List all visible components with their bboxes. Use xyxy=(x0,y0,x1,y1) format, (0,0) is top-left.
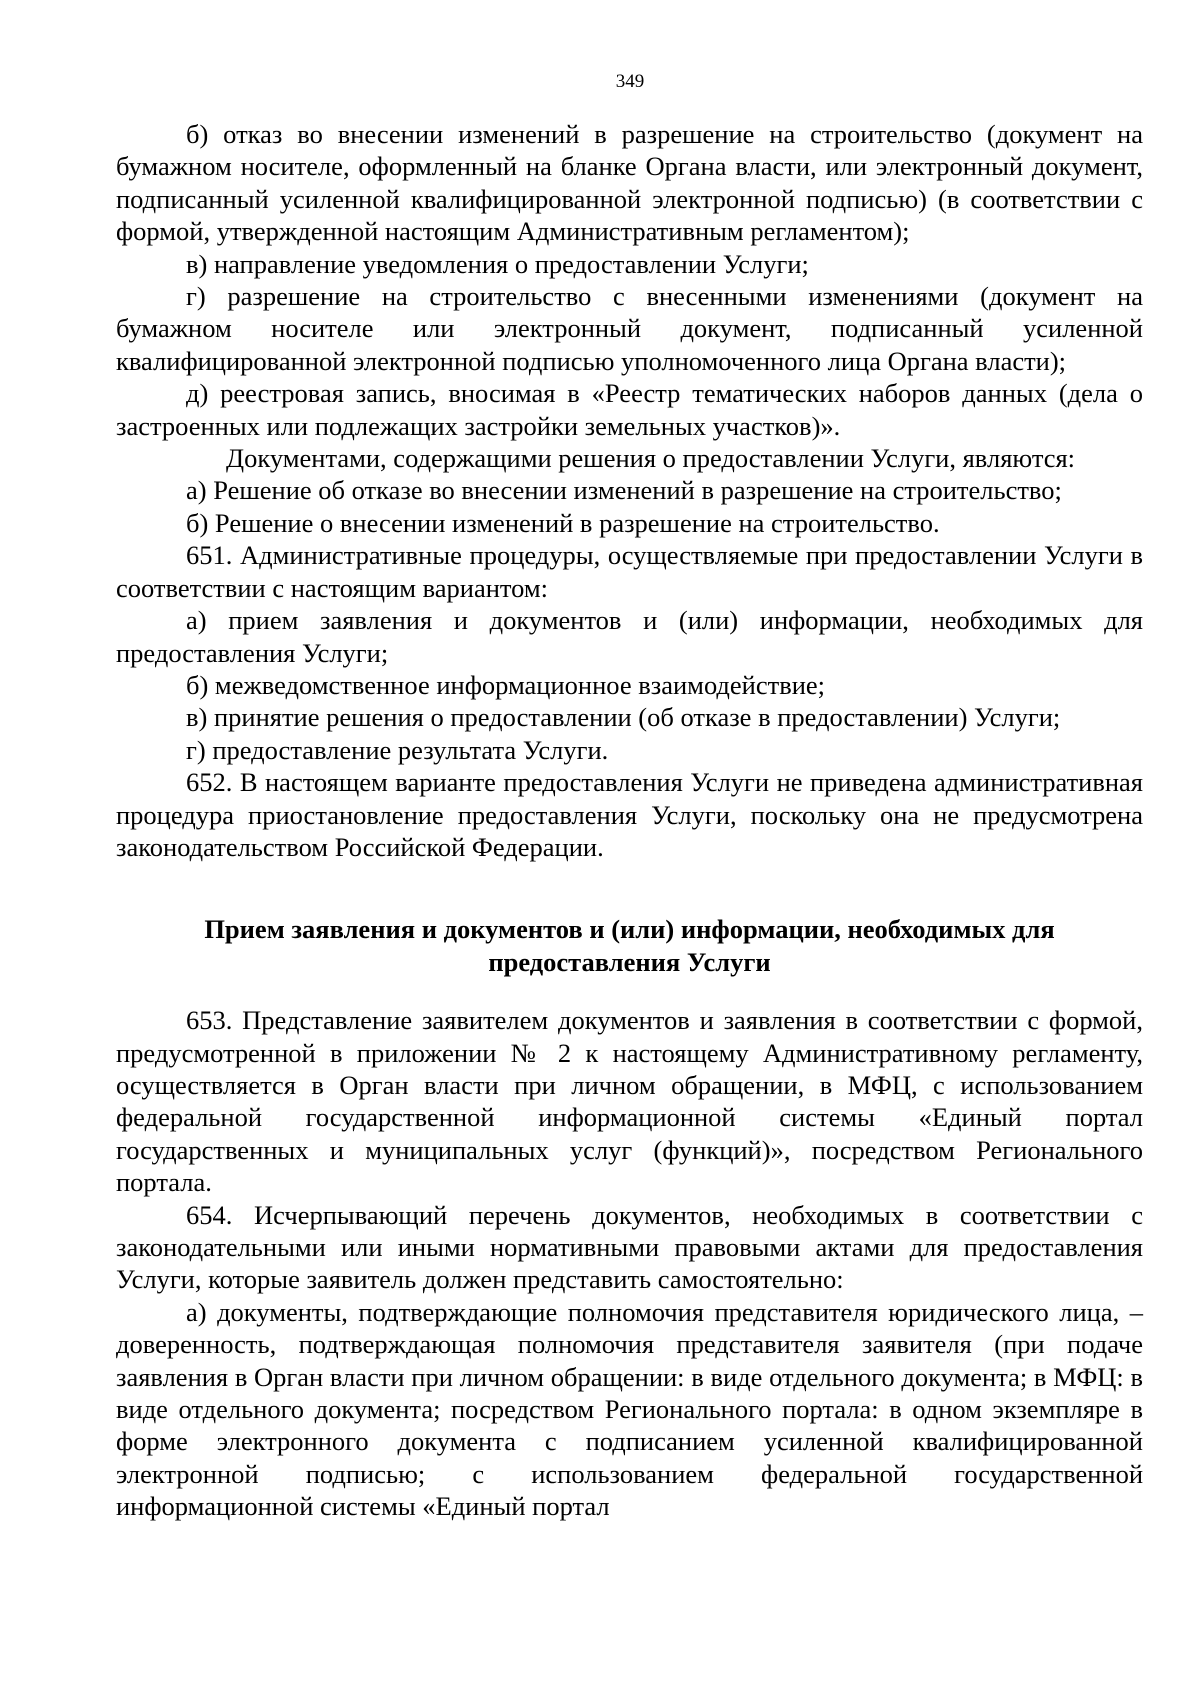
paragraph-item-g-permit: г) разрешение на строительство с внесенными изменениями (документ на бумажном носителе или электронный документ, подписанный усиленной квалифицированной электронной подписью уполномоченного лица Органа власти); xyxy=(116,281,1143,376)
paragraph-651-g: г) предоставление результата Услуги. xyxy=(186,734,609,765)
paragraph-654: 654. Исчерпывающий перечень документов, необходимых в соответствии с законодательными или иными нормативными правовыми актами для предоставления Услуги, которые заявитель должен представить самостоятельно: xyxy=(116,1199,1143,1295)
paragraph-decision-documents: Документами, содержащими решения о предоставлении Услуги, являются: xyxy=(226,443,1076,474)
section-heading-line-2: предоставления Услуги xyxy=(488,946,771,977)
section-heading xyxy=(116,913,1143,978)
paragraph-652: 652. В настоящем варианте предоставления Услуги не приведена административная процедура приостановление предоставления Услуги, поскольку она не предусмотрена законодательством Российской Федерации. xyxy=(116,767,1143,862)
paragraph-decision-b: б) Решение о внесении изменений в разрешение на строительство. xyxy=(186,507,940,538)
paragraph-651-b: б) межведомственное информационное взаимодействие; xyxy=(186,669,826,700)
paragraph-decision-a: а) Решение об отказе во внесении изменений в разрешение на строительство; xyxy=(186,475,1062,506)
paragraph-item-v-notification: в) направление уведомления о предоставлении Услуги; xyxy=(186,248,809,279)
document-body xyxy=(116,118,1143,1523)
paragraph-651-v: в) принятие решения о предоставлении (об отказе в предоставлении) Услуги; xyxy=(186,702,1061,733)
paragraph-651-a: а) прием заявления и документов и (или) информации, необходимых для предоставления Услуги; xyxy=(116,605,1143,668)
paragraph-item-b-refusal: б) отказ во внесении изменений в разрешение на строительство (документ на бумажном носителе, оформленный на бланке Органа власти, или электронный документ, подписанный усиленной квалифицированной электронной подписью) (в соответствии с формой, утвержденной настоящим Административным регламентом); xyxy=(116,119,1143,247)
paragraph-653: 653. Представление заявителем документов и заявления в соответствии с формой, предусмотренной в приложении № 2 к настоящему Административному регламенту, осуществляется в Орган власти при личном обращении, в МФЦ, с использованием федеральной государственной информационной системы «Единый портал государственных и муниципальных услуг (функций)», посредством Регионального портала. xyxy=(116,1005,1143,1198)
section-heading-line-1: Прием заявления и документов и (или) информации, необходимых для xyxy=(204,914,1055,945)
paragraph-item-d-registry: д) реестровая запись, вносимая в «Реестр тематических наборов данных (дела о застроенных или подлежащих застройки земельных участков)». xyxy=(116,378,1143,441)
page-number: 349 xyxy=(615,71,645,92)
paragraph-651: 651. Административные процедуры, осуществляемые при предоставлении Услуги в соответствии с настоящим вариантом: xyxy=(116,540,1143,603)
paragraph-654-a: а) документы, подтверждающие полномочия представителя юридического лица, – доверенность, подтверждающая полномочия представителя заявителя (при подаче заявления в Орган власти при личном обращении: в виде отдельного документа; в МФЦ: в виде отдельного документа; посредством Регионального портала: в одном экземпляре в форме электронного документа с подписанием усиленной квалифицированной электронной подписью; с использованием федеральной государственной информационной системы «Единый портал xyxy=(116,1296,1143,1522)
